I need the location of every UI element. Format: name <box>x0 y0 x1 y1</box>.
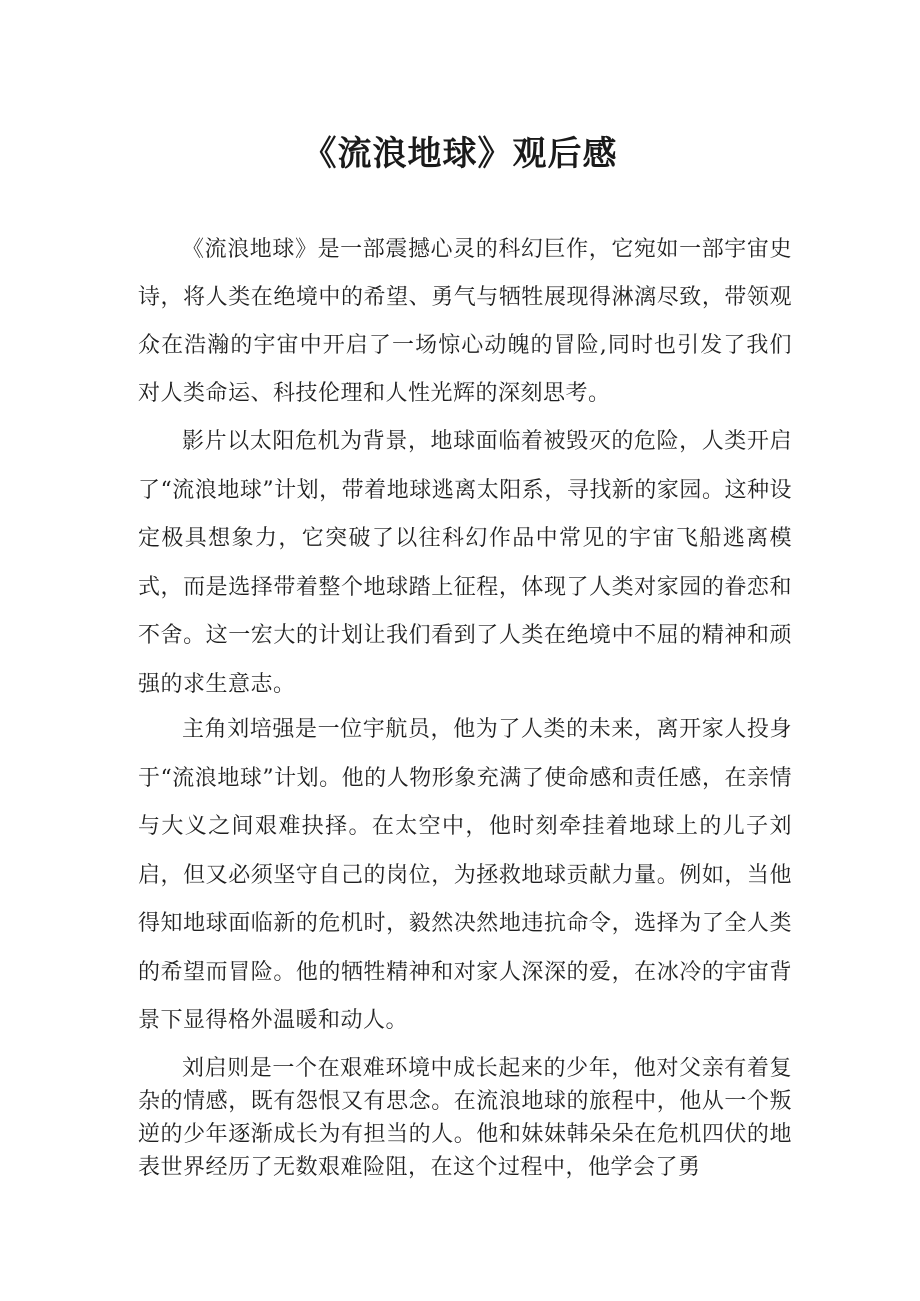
paragraph-liu-peiqiang: 主角刘培强是一位宇航员，他为了人类的未来，离开家人投身于“流浪地球”计划。他的人物形象充满了使命感和责任感，在亲情与大义之间艰难抉择。在太空中，他时刻牵挂着地球上的儿子刘启，但又必须坚守自己的岗位，为拯救地球贡献力量。例如，当他得知地球面临新的危机时，毅然决然地违抗命令，选择为了全人类的希望而冒险。他的牺牲精神和对家人深深的爱，在冰冷的宇宙背景下显得格外温暖和动人。 <box>138 717 792 1033</box>
paragraph-intro: 《流浪地球》是一部震撼心灵的科幻巨作，它宛如一部宇宙史诗，将人类在绝境中的希望、勇气与牺牲展现得淋漓尽致，带领观众在浩瀚的宇宙中开启了一场惊心动魄的冒险,同时也引发了我们对人类命运、科技伦理和人性光辉的深刻思考。 <box>138 237 792 406</box>
paragraph-liu-qi: 刘启则是一个在艰难环境中成长起来的少年，他对父亲有着复杂的情感，既有怨恨又有思念。在流浪地球的旅程中，他从一个叛逆的少年逐渐成长为有担当的人。他和妹妹韩朵朵在危机四伏的地表世界经历了无数艰难险阻，在这个过程中，他学会了勇 <box>138 1056 792 1180</box>
document-title: 《流浪地球》观后感 <box>302 134 618 174</box>
paragraph-background: 影片以太阳危机为背景，地球面临着被毁灭的危险，人类开启了“流浪地球”计划，带着地球逃离太阳系，寻找新的家园。这种设定极具想象力，它突破了以往科幻作品中常见的宇宙飞船逃离模式，而是选择带着整个地球踏上征程，体现了人类对家园的眷恋和不舍。这一宏大的计划让我们看到了人类在绝境中不屈的精神和顽强的求生意志。 <box>138 429 792 697</box>
